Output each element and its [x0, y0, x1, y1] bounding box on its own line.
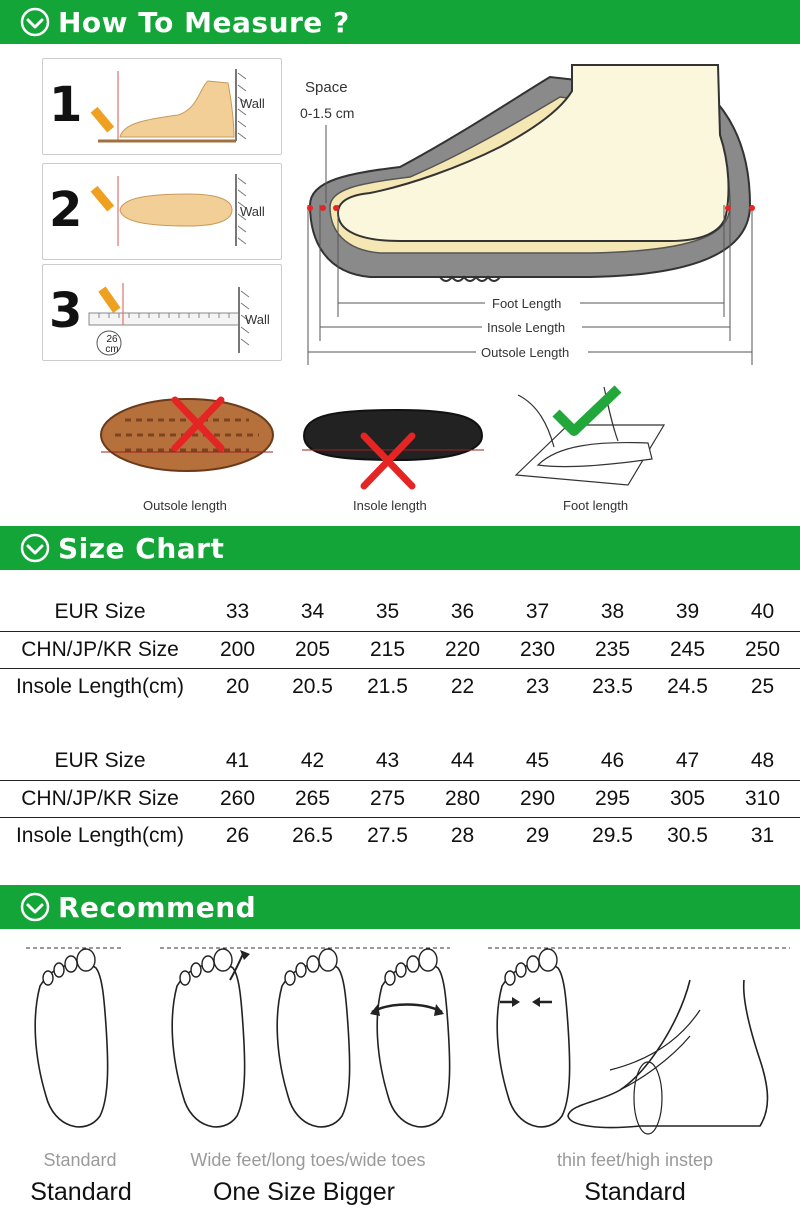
table-cell: 305	[650, 780, 725, 817]
table-cell: 22	[450, 674, 475, 698]
foot-length-label: Foot Length	[492, 296, 562, 311]
table-row	[0, 668, 800, 705]
table-cell: 20	[225, 674, 250, 698]
table-cell: 205	[275, 631, 350, 668]
table-cell: 46	[575, 743, 650, 780]
table-cell: 260	[200, 780, 275, 817]
recommend-desc-2: Wide feet/long toes/wide toes	[190, 1150, 426, 1170]
section-banner-size-chart	[0, 526, 800, 570]
table-cell: 310	[725, 780, 800, 817]
section-banner-how-to-measure	[0, 0, 800, 44]
wall-label: Wall	[240, 204, 265, 219]
table-cell: 23.5	[592, 674, 633, 698]
table-cell: 295	[575, 780, 650, 817]
row-header: Insole Length(cm)	[15, 674, 185, 698]
row-header: CHN/JP/KR Size	[0, 780, 200, 817]
table-cell: 235	[575, 631, 650, 668]
row-header: Insole Length(cm)	[15, 823, 185, 847]
table-cell: 24.5	[667, 674, 708, 698]
section-title: Size Chart	[58, 531, 225, 565]
measure-step-2	[42, 163, 282, 260]
space-value: 0-1.5 cm	[300, 105, 355, 121]
table-row	[0, 594, 800, 631]
step-number: 2	[49, 182, 83, 238]
outsole-length-label: Outsole Length	[481, 345, 570, 360]
table-cell: 23	[525, 674, 550, 698]
table-cell: 200	[200, 631, 275, 668]
wall-label: Wall	[240, 96, 265, 111]
space-label: Space	[305, 79, 348, 96]
check-circle-icon	[20, 892, 50, 922]
insole-sample-image	[298, 400, 488, 500]
table-cell: 36	[425, 594, 500, 631]
table-cell: 43	[350, 743, 425, 780]
recommend-advice-2: One Size Bigger	[212, 1178, 396, 1206]
insole-caption: Insole length	[353, 498, 427, 513]
table-cell: 27.5	[367, 823, 408, 847]
table-cell: 250	[725, 631, 800, 668]
section-title: How To Measure ?	[58, 5, 350, 39]
measure-step-3	[42, 264, 282, 361]
table-cell: 280	[425, 780, 500, 817]
table-cell: 31	[750, 823, 775, 847]
section-banner-recommend	[0, 885, 800, 929]
recommend-advice-3: Standard	[584, 1178, 686, 1206]
table-cell: 29	[525, 823, 550, 847]
section-title: Recommend	[58, 890, 257, 924]
table-cell: 275	[350, 780, 425, 817]
size-table-1	[0, 594, 800, 705]
table-cell: 38	[575, 594, 650, 631]
table-cell: 28	[450, 823, 475, 847]
foot-trace-sample-image	[508, 385, 673, 495]
measure-step-1	[42, 58, 282, 155]
table-cell: 35	[350, 594, 425, 631]
table-cell: 29.5	[592, 823, 633, 847]
table-row	[0, 780, 800, 817]
table-row	[0, 817, 800, 854]
table-cell: 40	[725, 594, 800, 631]
table-cell: 45	[500, 743, 575, 780]
ruler-value: 26	[106, 334, 118, 345]
table-cell: 220	[425, 631, 500, 668]
table-cell: 265	[275, 780, 350, 817]
table-cell: 21.5	[367, 674, 408, 698]
table-cell: 26.5	[292, 823, 333, 847]
outsole-caption: Outsole length	[143, 498, 227, 513]
table-cell: 47	[650, 743, 725, 780]
table-cell: 25	[750, 674, 775, 698]
table-cell: 37	[500, 594, 575, 631]
table-row	[0, 743, 800, 780]
recommend-advice-1: Standard	[30, 1178, 132, 1206]
table-cell: 245	[650, 631, 725, 668]
table-cell: 34	[275, 594, 350, 631]
table-cell: 26	[225, 823, 250, 847]
ruler-unit: cm	[105, 344, 119, 355]
table-cell: 44	[425, 743, 500, 780]
table-cell: 41	[200, 743, 275, 780]
table-cell: 33	[200, 594, 275, 631]
recommend-desc-1: Standard	[43, 1150, 117, 1170]
step-number: 1	[49, 77, 83, 133]
foot-outlines-illustration	[0, 940, 800, 1140]
table-cell: 48	[725, 743, 800, 780]
row-header: CHN/JP/KR Size	[0, 631, 200, 668]
check-circle-icon	[20, 533, 50, 563]
table-cell: 230	[500, 631, 575, 668]
size-table-2	[0, 743, 800, 854]
table-cell: 30.5	[667, 823, 708, 847]
table-cell: 20.5	[292, 674, 333, 698]
outsole-sample-image	[95, 390, 280, 500]
recommend-desc-3: thin feet/high instep	[556, 1150, 714, 1170]
table-cell: 42	[275, 743, 350, 780]
wall-label: Wall	[245, 312, 270, 327]
row-header: EUR Size	[0, 594, 200, 631]
foot-length-caption: Foot length	[563, 498, 629, 513]
table-cell: 215	[350, 631, 425, 668]
insole-length-label: Insole Length	[487, 320, 566, 335]
step-number: 3	[49, 283, 83, 339]
check-circle-icon	[20, 7, 50, 37]
table-cell: 39	[650, 594, 725, 631]
table-cell: 290	[500, 780, 575, 817]
table-row	[0, 631, 800, 668]
row-header: EUR Size	[0, 743, 200, 780]
